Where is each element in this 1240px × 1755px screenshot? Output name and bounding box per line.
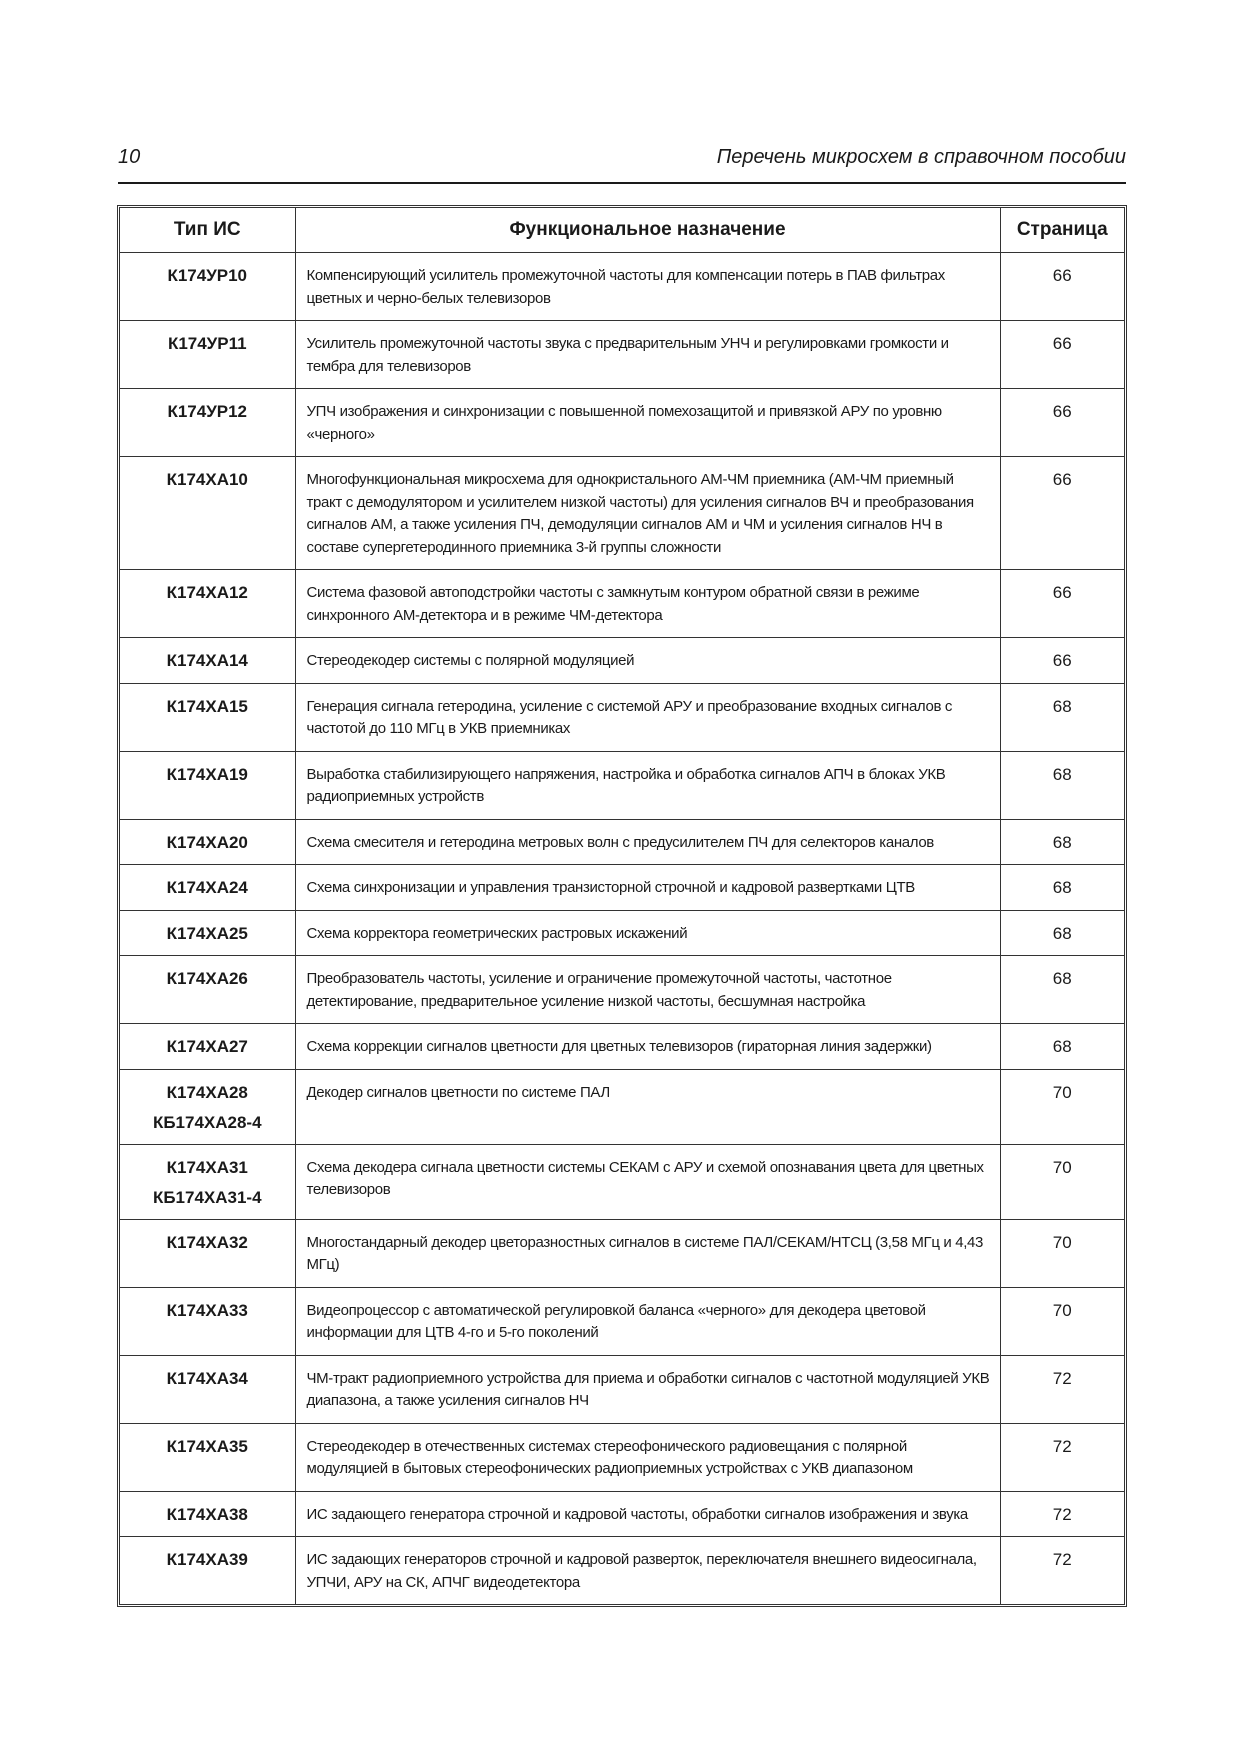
ic-type: К174УР10 — [167, 266, 248, 285]
ic-type: К174ХА39 — [166, 1550, 248, 1569]
ic-page-number: 70 — [1000, 1069, 1124, 1144]
table-row — [120, 1537, 1124, 1605]
ic-type-cell — [120, 1355, 295, 1423]
ic-page-number: 68 — [1000, 956, 1124, 1024]
ic-type: К174ХА26 — [166, 969, 248, 988]
table-row — [120, 865, 1124, 911]
ic-page-number: 66 — [1000, 570, 1124, 638]
ic-page-number: 72 — [1052, 1550, 1072, 1569]
ic-page-number: 68 — [1000, 819, 1124, 865]
ic-type-cell — [120, 1024, 295, 1070]
ic-function-description: Схема коррекции сигналов цветности для цветных телевизоров (гираторная линия задержки) — [295, 1024, 1000, 1070]
ic-function-description: Стереодекодер системы с полярной модуляцией — [295, 638, 1000, 684]
ic-type: К174УР11 — [167, 334, 247, 353]
section-title: Перечень микросхем в справочном пособии — [716, 146, 1126, 168]
page-header — [118, 146, 1126, 184]
ic-type: К174ХА28 — [166, 1082, 248, 1102]
ic-type-cell — [120, 389, 295, 457]
ic-function-description: Преобразователь частоты, усиление и ограничение промежуточной частоты, частотное детектирование, предварительное усиление низкой частоты, бесшумная настройка — [295, 956, 1000, 1024]
table-row — [120, 956, 1124, 1024]
ic-function-description: ИС задающих генераторов строчной и кадровой разверток, переключателя внешнего видеосигнала, УПЧИ, АРУ на СК, АПЧГ видеодетектора — [295, 1537, 1000, 1605]
table-row — [120, 1287, 1124, 1355]
ic-page-number: 66 — [1000, 389, 1124, 457]
ic-function-description: Компенсирующий усилитель промежуточной частоты для компенсации потерь в ПАВ фильтрах цветных и черно-белых телевизоров — [295, 253, 1000, 321]
ic-function-description: Схема смесителя и гетеродина метровых волн с предусилителем ПЧ для селекторов каналов — [295, 819, 1000, 865]
ic-function-description: Усилитель промежуточной частоты звука с предварительным УНЧ и регулировками громкости и тембра для телевизоров — [295, 321, 1000, 389]
table-row — [120, 1144, 1124, 1219]
ic-page-number: 68 — [1000, 1024, 1124, 1070]
ic-page-number: 66 — [1000, 638, 1124, 684]
ic-type: К174ХА20 — [166, 832, 248, 852]
ic-page-number: 70 — [1000, 1219, 1124, 1287]
ic-type-cell — [120, 1423, 295, 1491]
ic-type-cell — [120, 1219, 295, 1287]
ic-type: К174ХА19 — [166, 764, 248, 784]
table-row — [120, 1024, 1124, 1070]
ic-type: К174ХА24 — [166, 878, 248, 897]
ic-function-description: Генерация сигнала гетеродина, усиление с системой АРУ и преобразование входных сигналов с частотой до 110 МГц в УКВ приемниках — [295, 683, 1000, 751]
ic-type: К174ХА14 — [166, 651, 248, 670]
ic-page-number: 70 — [1000, 1287, 1124, 1355]
ic-page-number: 68 — [1000, 751, 1124, 819]
ic-function-description: Схема корректора геометрических растровых искажений — [295, 910, 1000, 956]
ic-type-cell — [120, 638, 295, 684]
ic-table-frame — [117, 205, 1127, 1607]
table-body — [120, 253, 1124, 1605]
ic-type: К174ХА25 — [166, 923, 248, 943]
page-number: 10 — [118, 146, 141, 168]
ic-page-number: 68 — [1000, 910, 1124, 956]
ic-page-number: 70 — [1000, 1144, 1124, 1219]
table-row — [120, 389, 1124, 457]
table-row — [120, 570, 1124, 638]
table-row — [120, 1219, 1124, 1287]
ic-type: К174ХА33 — [166, 1300, 248, 1320]
ic-type-cell — [120, 570, 295, 638]
ic-type: КБ174ХА28-4 — [152, 1112, 262, 1132]
table-row — [120, 1355, 1124, 1423]
ic-type-cell — [120, 1069, 295, 1144]
table-row — [120, 1423, 1124, 1491]
ic-function-description: Декодер сигналов цветности по системе ПАЛ — [295, 1069, 1000, 1144]
table-row — [120, 751, 1124, 819]
table-row — [120, 1069, 1124, 1144]
ic-function-description: Выработка стабилизирующего напряжения, настройка и обработка сигналов АПЧ в блоках УКВ радиоприемных устройств — [295, 751, 1000, 819]
column-header-function: Функциональное назначение — [295, 208, 1000, 253]
ic-type-cell — [120, 253, 295, 321]
table-row — [120, 457, 1124, 570]
ic-function-description: УПЧ изображения и синхронизации с повышенной помехозащитой и привязкой АРУ по уровню «черного» — [295, 389, 1000, 457]
ic-type: К174ХА32 — [166, 1232, 248, 1252]
ic-type: К174ХА38 — [166, 1504, 248, 1524]
ic-type-cell — [120, 1537, 295, 1605]
ic-function-description: Многофункциональная микросхема для однокристального АМ-ЧМ приемника (АМ-ЧМ приемный тракт с демодулятором и усилителем низкой частоты) для усиления сигналов ВЧ и преобразования сигналов АМ, а также усиления ПЧ, демодуляции сигналов АМ и ЧМ и усиления сигналов НЧ в составе супергетеродинного приемника 3-й группы сложности — [295, 457, 1000, 570]
table-row — [120, 819, 1124, 865]
ic-type: К174ХА12 — [166, 583, 248, 602]
table-row — [120, 253, 1124, 321]
ic-type: К174ХА15 — [166, 696, 248, 716]
table-row — [120, 683, 1124, 751]
ic-function-description: Система фазовой автоподстройки частоты с замкнутым контуром обратной связи в режиме синхронного АМ-детектора и в режиме ЧМ-детектора — [295, 570, 1000, 638]
ic-function-description: ЧМ-тракт радиоприемного устройства для приема и обработки сигналов с частотной модуляцией УКВ диапазона, а также усиления сигналов НЧ — [295, 1355, 1000, 1423]
column-header-type: Тип ИС — [120, 208, 295, 253]
ic-function-description: Многостандарный декодер цветоразностных сигналов в системе ПАЛ/СЕКАМ/НТСЦ (3,58 МГц и 4,43 МГц) — [295, 1219, 1000, 1287]
table-row — [120, 321, 1124, 389]
column-header-page: Страница — [1000, 208, 1124, 253]
table-row — [120, 1491, 1124, 1537]
ic-type-cell — [120, 1491, 295, 1537]
ic-type-cell — [120, 751, 295, 819]
ic-page-number: 72 — [1000, 1423, 1124, 1491]
ic-type-cell — [120, 321, 295, 389]
ic-type: К174ХА10 — [166, 470, 248, 489]
ic-function-description: Схема декодера сигнала цветности системы СЕКАМ с АРУ и схемой опознавания цвета для цветных телевизоров — [295, 1144, 1000, 1219]
ic-function-description: Схема синхронизации и управления транзисторной строчной и кадровой развертками ЦТВ — [295, 865, 1000, 911]
ic-type-cell — [120, 457, 295, 570]
ic-page-number: 66 — [1000, 321, 1124, 389]
ic-page-number: 66 — [1000, 253, 1124, 321]
ic-type: К174ХА34 — [166, 1368, 248, 1388]
ic-type-cell — [120, 865, 295, 911]
ic-type-cell — [120, 956, 295, 1024]
ic-type: К174ХА35 — [166, 1436, 248, 1456]
ic-type-cell — [120, 1287, 295, 1355]
ic-type-cell — [120, 683, 295, 751]
ic-page-number: 72 — [1000, 1491, 1124, 1537]
ic-page-number: 68 — [1000, 683, 1124, 751]
ic-type: КБ174ХА31-4 — [152, 1187, 262, 1207]
ic-type: К174УР12 — [167, 402, 248, 421]
ic-table — [120, 208, 1124, 1604]
ic-type-cell — [120, 1144, 295, 1219]
table-row — [120, 910, 1124, 956]
ic-type-cell — [120, 819, 295, 865]
ic-type: К174ХА27 — [166, 1037, 248, 1056]
ic-function-description: Видеопроцессор с автоматической регулировкой баланса «черного» для декодера цветовой информации для ЦТВ 4-го и 5-го поколений — [295, 1287, 1000, 1355]
ic-page-number: 72 — [1000, 1355, 1124, 1423]
ic-type-cell — [120, 910, 295, 956]
table-header-row — [120, 208, 1124, 253]
ic-type: К174ХА31 — [166, 1157, 248, 1177]
ic-page-number: 68 — [1000, 865, 1124, 911]
ic-function-description: ИС задающего генератора строчной и кадровой частоты, обработки сигналов изображения и звука — [295, 1491, 1000, 1537]
ic-function-description: Стереодекодер в отечественных системах стереофонического радиовещания с полярной модуляцией в бытовых стереофонических радиоприемных устройствах с УКВ диапазоном — [295, 1423, 1000, 1491]
ic-page-number: 66 — [1000, 457, 1124, 570]
table-row — [120, 638, 1124, 684]
